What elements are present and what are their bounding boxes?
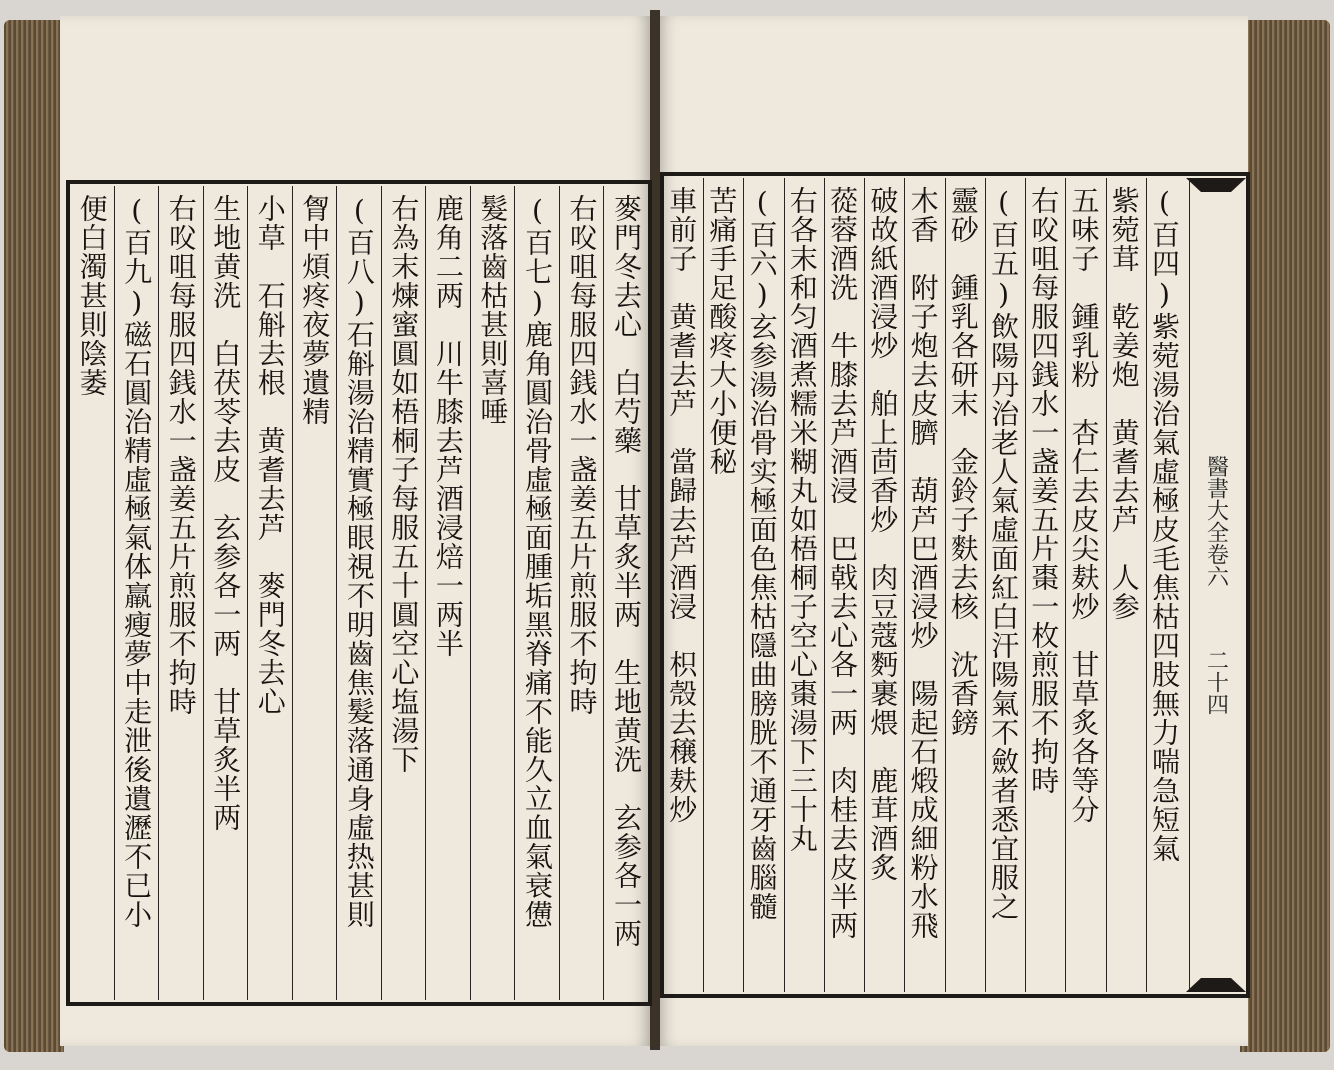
text-column: (百四)紫菀湯治氣虛極皮毛焦枯四肢無力喘急短氣 (1146, 178, 1186, 992)
page-number: 二十四 (1203, 649, 1229, 716)
text-column: 髮落齒枯甚則喜唾 (470, 186, 515, 1000)
text-column: 生地黄洗 白茯苓去皮 玄参各一两 甘草炙半两 (203, 186, 248, 1000)
text-column: (百六)玄参湯治骨实極面色焦枯隱曲膀胱不通牙齒腦髓 (743, 178, 783, 992)
text-column: 車前子 黄耆去芦 當歸去芦酒浸 枳殼去穣麸炒 (665, 186, 699, 824)
text-column: 右為末煉蜜圓如梧桐子每服五十圓空心塩湯下 (381, 186, 426, 1000)
text-column: 靈砂 鍾乳各研末 金鈴子麩去核 沈香鎊 (945, 178, 985, 992)
text-column: 破故紙酒浸炒 舶上茴香炒 肉豆蔻麪裹煨 鹿茸酒炙 (864, 178, 904, 992)
text-column: 麥門冬去心 白芍藥 甘草炙半两 生地黄洗 玄参各一两 (603, 186, 648, 1000)
text-column: 蓯蓉酒洗 牛膝去芦酒浸 巴戟去心各一两 肉桂去皮半两 (824, 178, 864, 992)
right-page-margin (1189, 178, 1242, 992)
text-column: (百九)磁石圓治精虛極氣体羸瘦夢中走泄後遺瀝不已小 (114, 186, 159, 1000)
left-text-columns (70, 186, 648, 1000)
text-column: (百七)鹿角圓治骨虛極面腫垢黑脊痛不能久立血氣衰憊 (514, 186, 559, 1000)
right-text-columns (664, 178, 1186, 992)
left-page-frame (66, 180, 652, 1006)
fish-tail-ornament-top (1186, 178, 1246, 192)
text-column: 木香 附子炮去皮臍 葫芦巴酒浸炒 陽起石煅成細粉水飛 (904, 178, 944, 992)
text-column: 右㕮咀每服四銭水一盏姜五片煎服不拘時 (158, 186, 203, 1000)
text-column: 紫菀茸 乾姜炮 黄耆去芦 人参 (1106, 178, 1146, 992)
text-column: (百八)石斛湯治精實極眼視不明齒焦髮落通身虛热甚則 (336, 186, 381, 1000)
text-column: 右各末和匀酒煮糯米糊丸如梧桐子空心棗湯下三十丸 (784, 178, 824, 992)
right-page-edges (1240, 20, 1330, 1052)
right-page-frame (660, 172, 1250, 998)
text-column: 右㕮咀每服四銭水一盏姜五片煎服不拘時 (559, 186, 604, 1000)
text-column: 便白濁甚則陰萎 (75, 194, 109, 397)
text-column: 右㕮咀每服四銭水一盏姜五片棗一枚煎服不拘時 (1025, 178, 1065, 992)
left-page-edges (4, 20, 64, 1052)
text-column: (百五)飲陽丹治老人氣虛面紅白汗陽氣不斂者悉宜服之 (985, 178, 1025, 992)
text-column: 苦痛手足酸疼大小便秘 (703, 178, 743, 992)
text-column: 鹿角二两 川牛膝去芦酒浸焙一两半 (425, 186, 470, 1000)
book-title-header: 醫書大全卷六 (1203, 454, 1229, 587)
text-column: 五味子 鍾乳粉 杏仁去皮尖麸炒 甘草炙各等分 (1065, 178, 1105, 992)
fish-tail-ornament-bottom (1186, 978, 1246, 992)
text-column: 胷中煩疼夜夢遺精 (292, 186, 337, 1000)
text-column: 小草 石斛去根 黄耆去芦 麥門冬去心 (247, 186, 292, 1000)
